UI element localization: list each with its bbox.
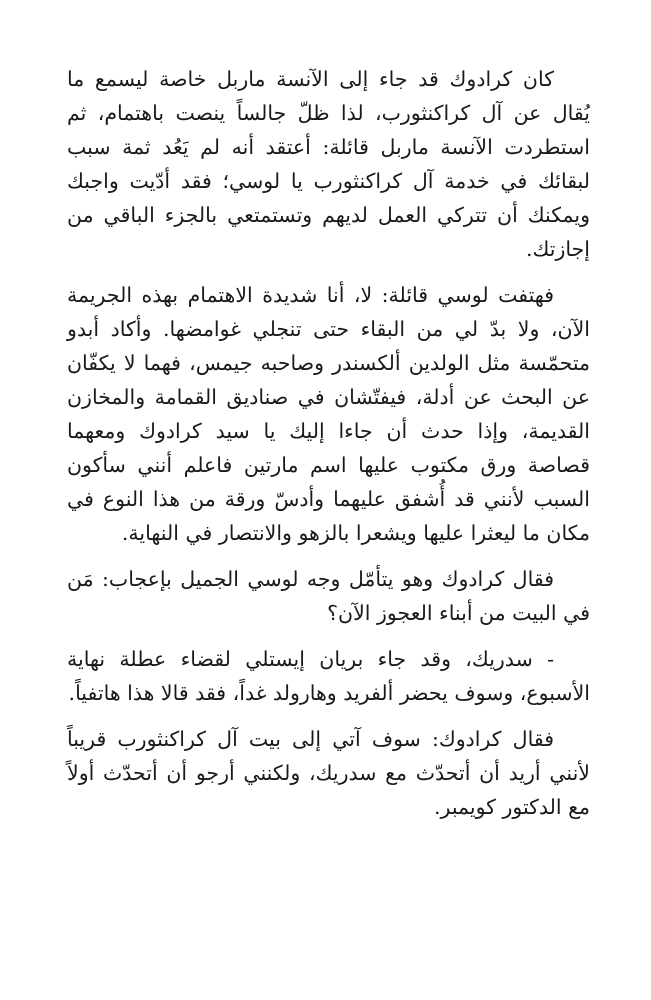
paragraph: فقال كرادوك وهو يتأمّل وجه لوسي الجميل بإعجاب: مَن في البيت من أبناء العجوز الآن؟	[67, 567, 590, 625]
paragraph: فقال كرادوك: سوف آتي إلى بيت آل كراكنثورب قريباً لأنني أريد أن أتحدّث مع سدريك، ولكنني أرجو أن أتحدّث أولاً مع الدكتور كويمبر.	[67, 727, 590, 819]
paragraph: كان كرادوك قد جاء إلى الآنسة ماربل خاصة ليسمع ما يُقال عن آل كراكنثورب، لذا ظلّ جالساً ينصت باهتمام، ثم استطردت الآنسة ماربل قائلة: أعتقد أنه لم يَعُد ثمة سبب لبقائك في خدمة آل كراكنثورب يا لوسي؛ فقد أدّيت واجبك ويمكنك أن تتركي العمل لديهم وتستمتعي بالجزء الباقي من إجازتك.	[67, 67, 590, 261]
book-page	[67, 62, 590, 836]
paragraph: فهتفت لوسي قائلة: لا، أنا شديدة الاهتمام بهذه الجريمة الآن، ولا بدّ لي من البقاء حتى تنجلي غوامضها. وأكاد أبدو متحمّسة مثل الولدين ألكسندر وصاحبه جيمس، فهما لا يكفّان عن البحث عن أدلة، فيفتّشان في صناديق القمامة والمخازن القديمة، وإذا حدث أن جاءا إليك يا سيد كرادوك ومعهما قصاصة ورق مكتوب عليها اسم مارتين فاعلم أنني سأكون السبب لأنني قد أُشفق عليهما وأدسّ ورقة من هذا النوع في مكان ما ليعثرا عليها ويشعرا بالزهو والانتصار في النهاية.	[67, 283, 590, 545]
paragraph: - سدريك، وقد جاء بريان إيستلي لقضاء عطلة نهاية الأسبوع، وسوف يحضر ألفريد وهارولد غداً، فقد قالا هذا هاتفياً.	[67, 647, 590, 705]
